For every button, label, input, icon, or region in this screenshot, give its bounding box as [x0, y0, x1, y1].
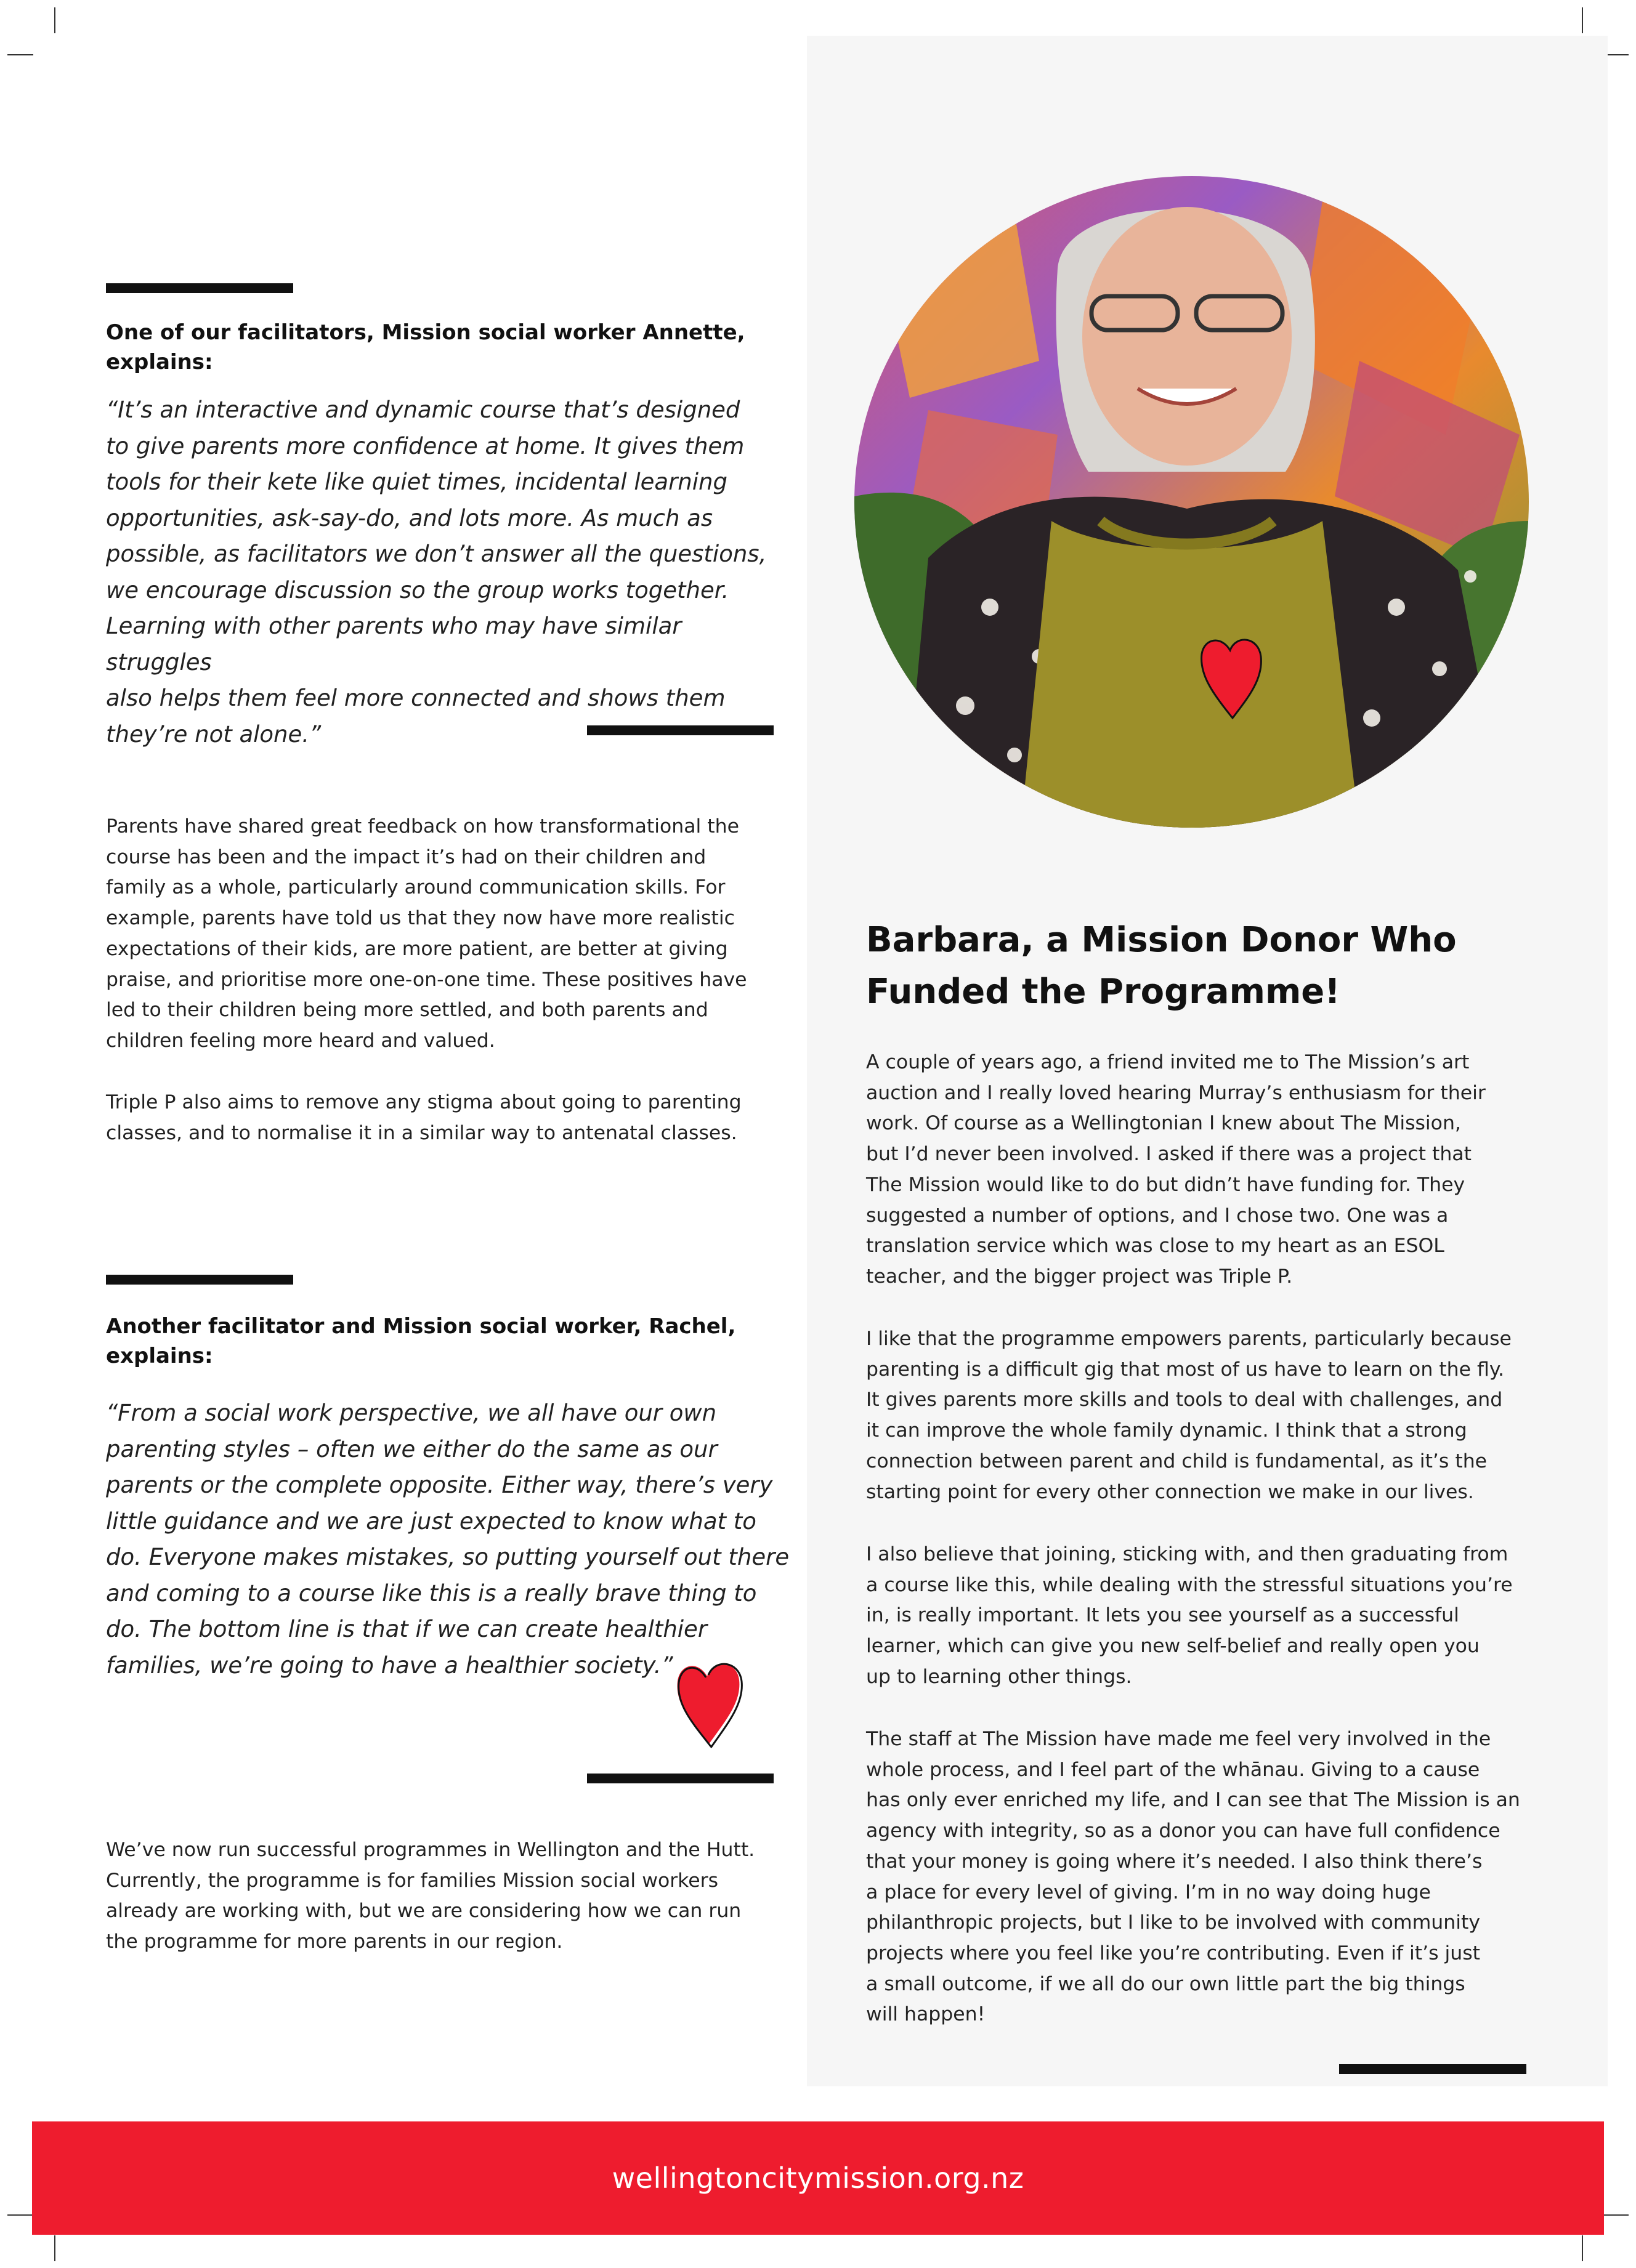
crop-mark [1582, 7, 1583, 33]
website-link[interactable]: wellingtoncitymission.org.nz [612, 2161, 1024, 2195]
stigma-paragraph: Triple P also aims to remove any stigma about going to parenting classes, and to normalise it in a similar way to antenatal classes. [106, 1091, 742, 1144]
accent-bar [1339, 2064, 1526, 2074]
crop-mark [7, 54, 33, 55]
feedback-paragraph: Parents have shared great feedback on how transformational the course has been and the impact it’s had on their children and family as a whole, particularly around communication skills. For example, parents have told us that they now have more realistic expectations of their kids, are more patient, are better at giving praise, and prioritise more one-on-one time. These positives have led to their children being more settled, and both parents and children feeling more heard and valued. [106, 815, 747, 1052]
footer-banner [32, 2121, 1604, 2235]
facilitator-intro: Another facilitator and Mission social worker, Rachel, explains: [106, 1314, 736, 1368]
annette-quote: “It’s an interactive and dynamic course that’s designed to give parents more confidence at home. It gives them tools for their kete like quiet times, incidental learning opportunities, ask-say-do, and lots more. As much as possible, as facilitators we don’t answer all the questions, we encourage discussion so the group works together. Learning with other parents who may have similar struggles also helps them feel more connected and shows them they’re not alone.” [106, 397, 767, 748]
rachel-quote: “From a social work perspective, we all have our own parenting styles – often we either do the same as our parents or the complete opposite. Either way, there’s very little guidance and we are just expected to know what to do. Everyone makes mistakes, so putting yourself out there and coming to a course like this is a really brave thing to do. The bottom line is that if we can create healthier families, we’re going to have a healthier society.” [106, 1400, 790, 1679]
accent-bar [587, 1774, 774, 1783]
donor-paragraph-2: I like that the programme empowers parents, particularly because parenting is a difficult gig that most of us have to learn on the fly. It gives parents more skills and tools to deal with challenges, and it can improve the whole family dynamic. I think that a strong connection between parent and child is fundamental, as it’s the starting point for every other connection we make in our lives. [866, 1328, 1512, 1503]
crop-mark [1582, 2235, 1583, 2261]
donor-heading: Barbara, a Mission Donor Who Funded the Programme! [866, 920, 1457, 1012]
donor-paragraph-3: I also believe that joining, sticking with, and then graduating from a course like this, while dealing with the stressful situations you’re in, is really important. It lets you see yourself as a successful learner, which can give you new self-belief and really open you up to learning other things. [866, 1543, 1513, 1688]
portrait-photo [854, 176, 1529, 828]
crop-mark [54, 7, 55, 33]
crop-mark [54, 2235, 55, 2261]
donor-paragraph-4: The staff at The Mission have made me feel very involved in the whole process, and I feel part of the whānau. Giving to a cause has only ever enriched my life, and I can see that The Mission is an agency with integrity, so as a donor you can have full confidence that your money is going where it’s needed. I also think there’s a place for every level of giving. I’m in no way doing huge philanthropic projects, but I like to be involved with community projects where you feel like you’re contributing. Even if it’s just a small outcome, if we all do our own little part the big things will happen! [866, 1728, 1520, 2026]
crop-mark [1603, 2214, 1629, 2216]
programme-paragraph: We’ve now run successful programmes in Wellington and the Hutt. Currently, the programme is for families Mission social workers already are working with, but we are considering how we can run the programme for more parents in our region. [106, 1839, 755, 1953]
accent-bar [587, 725, 774, 735]
crop-mark [7, 2214, 33, 2216]
accent-bar [106, 1275, 293, 1285]
donor-paragraph-1: A couple of years ago, a friend invited me to The Mission’s art auction and I really loved hearing Murray’s enthusiasm for their work. Of course as a Wellingtonian I knew about The Mission, but I’d never been involved. I asked if there was a project that The Mission would like to do but didn’t have funding for. They suggested a number of options, and I chose two. One was a translation service which was close to my heart as an ESOL teacher, and the bigger project was Triple P. [866, 1051, 1486, 1288]
facilitator-intro: One of our facilitators, Mission social worker Annette, explains: [106, 320, 745, 374]
accent-bar [106, 283, 293, 293]
heart-icon [670, 1652, 748, 1751]
